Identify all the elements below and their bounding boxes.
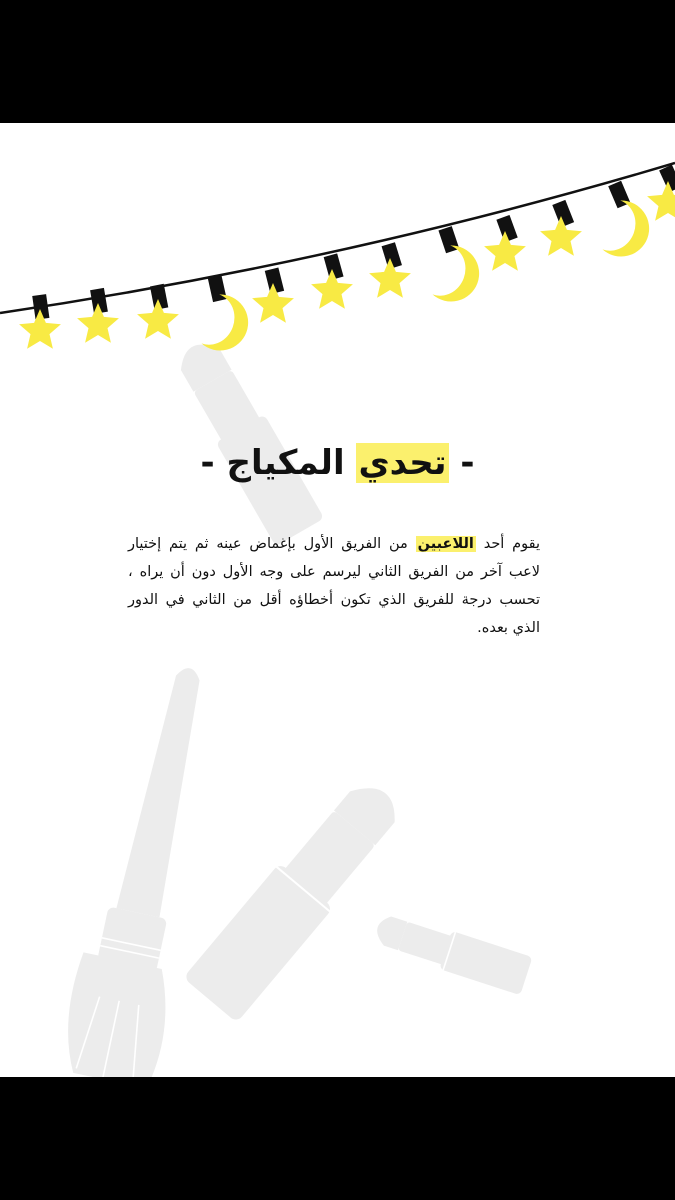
star-icon <box>77 303 119 343</box>
star-icon <box>369 258 411 298</box>
moon-icon <box>432 244 487 310</box>
title-highlight: تحدي <box>358 443 447 483</box>
star-icon <box>311 269 353 309</box>
description-rest: من الفريق الأول بإغماض عينه ثم يتم إختيار لاعب آخر من الفريق الثاني ليرسم على وجه الأول دون أن يراه ، تحسب درجة للفريق الذي تكون أخطاؤه أقل من الثاني في الدور الذي بعده. <box>128 535 540 636</box>
garland-ornament <box>19 294 61 349</box>
garland-ornament <box>602 181 657 265</box>
moon-icon <box>201 293 256 359</box>
makeup-brush-icon <box>56 658 240 1077</box>
garland-ornament <box>432 226 487 309</box>
challenge-description <box>128 530 540 642</box>
ramadan-garland <box>0 123 675 383</box>
garland-ornament <box>484 215 526 271</box>
title-dash-start: - <box>460 443 475 483</box>
garland-ornament <box>369 242 411 298</box>
ornament-clip <box>438 226 459 253</box>
title-dash-end: - <box>200 443 215 483</box>
description-highlight: اللاعبين <box>417 535 474 552</box>
garland-ornament <box>540 200 582 256</box>
title-rest: المكياج <box>226 443 345 483</box>
garland-ornament <box>311 253 353 308</box>
star-icon <box>484 231 526 271</box>
garland-ornament <box>201 276 256 359</box>
page-title <box>0 443 675 483</box>
description-start: يقوم أحد <box>475 535 540 552</box>
star-icon <box>540 216 582 256</box>
garland-ornament <box>647 165 675 221</box>
star-icon <box>137 299 179 339</box>
content-card <box>0 123 675 1077</box>
garland-ornament <box>252 267 294 322</box>
ornament-clip <box>208 276 227 302</box>
star-icon <box>19 309 61 349</box>
lipstick-icon <box>183 770 411 1023</box>
star-icon <box>252 283 294 323</box>
moon-icon <box>602 199 657 265</box>
garland-ornament <box>137 284 179 339</box>
lipstick-icon <box>371 909 532 995</box>
